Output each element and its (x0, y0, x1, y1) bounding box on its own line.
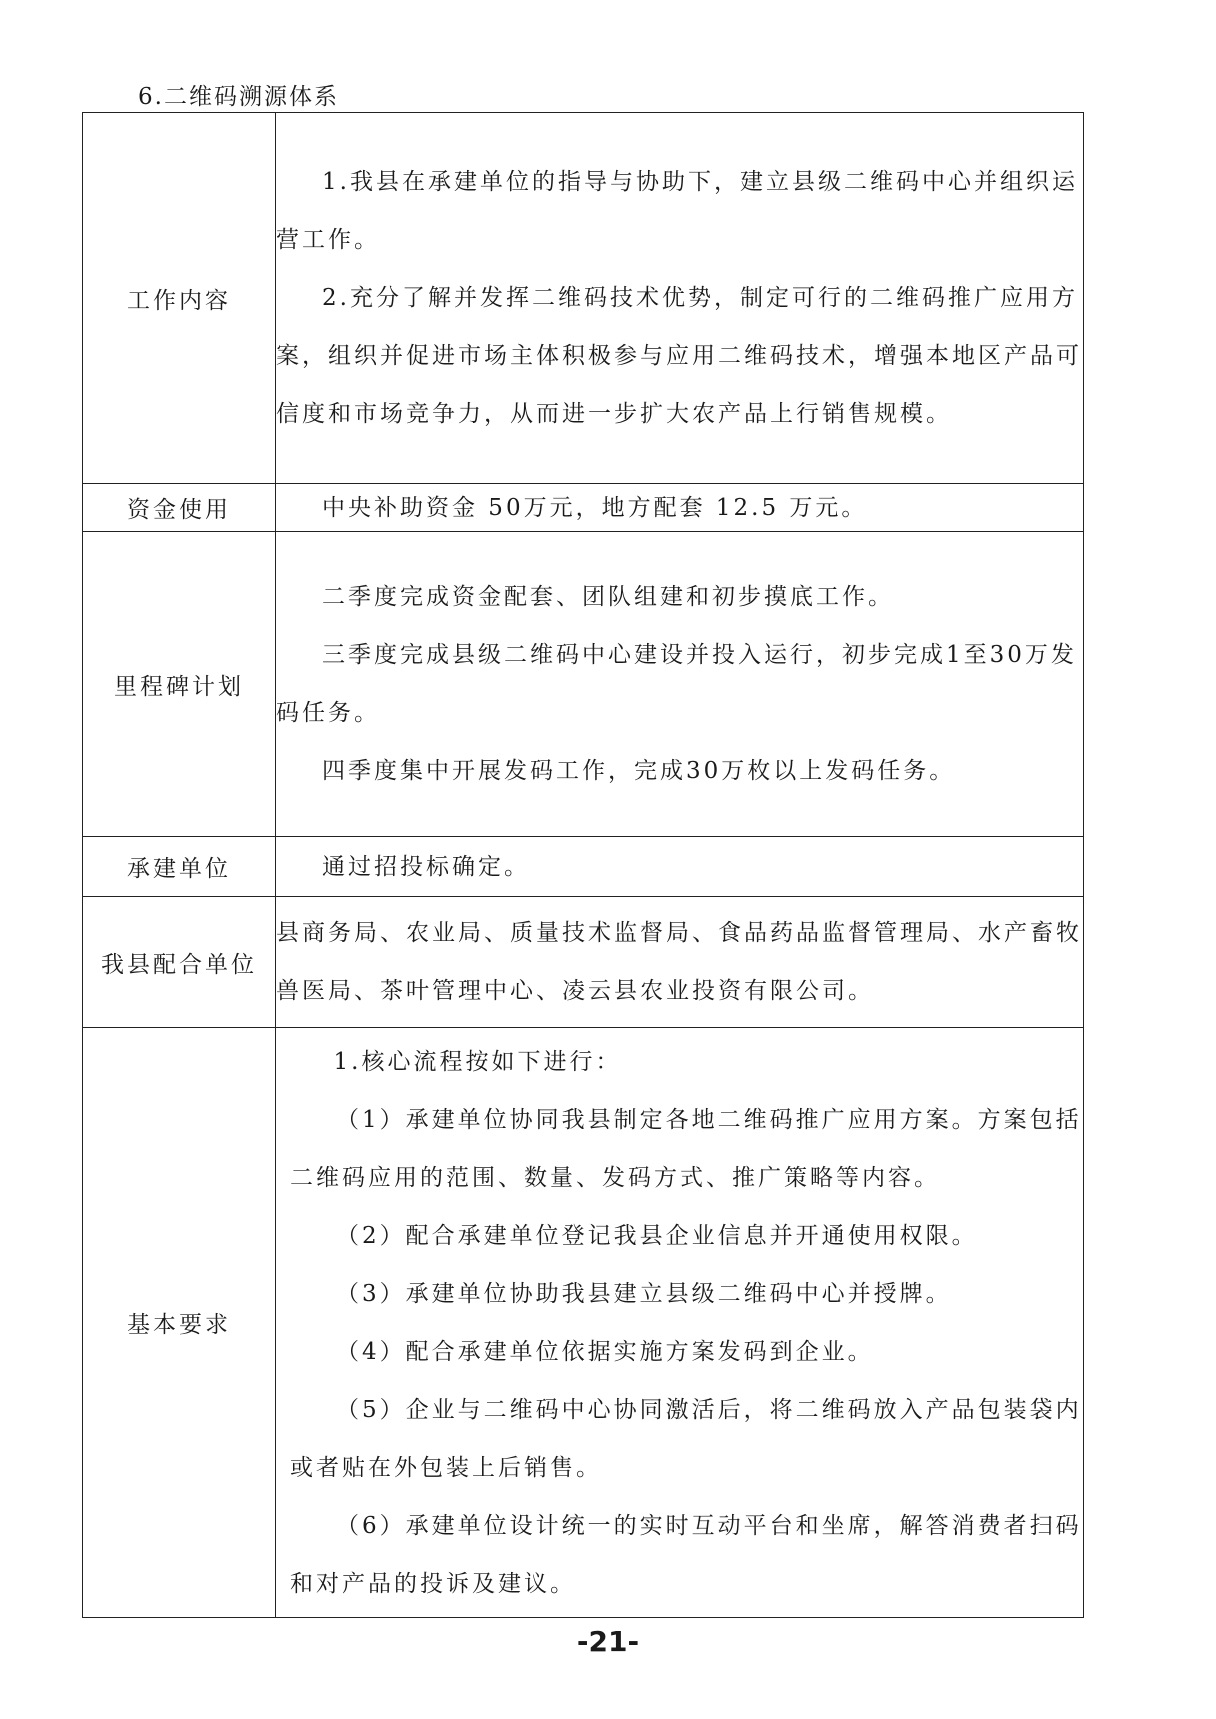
row-label-milestones: 里程碑计划 (83, 532, 276, 837)
row-label-work-content: 工作内容 (83, 113, 276, 484)
paragraph: 2.充分了解并发挥二维码技术优势，制定可行的二维码推广应用方案，组织并促进市场主体积极参与应用二维码技术，增强本地区产品可信度和市场竞争力，从而进一步扩大农产品上行销售规模。 (276, 285, 1082, 427)
table-row (83, 837, 1084, 897)
paragraph: （4）配合承建单位依据实施方案发码到企业。 (336, 1338, 874, 1365)
page-number: -21- (576, 1625, 640, 1658)
paragraph: 1.核心流程按如下进行： (333, 1048, 622, 1075)
paragraph: 三季度完成县级二维码中心建设并投入运行，初步完成1至30万发码任务。 (276, 642, 1077, 726)
info-table (82, 112, 1084, 1618)
paragraph: （1）承建单位协同我县制定各地二维码推广应用方案。方案包括二维码应用的范围、数量、发码方式、推广策略等内容。 (290, 1106, 1082, 1191)
paragraph: 县商务局、农业局、质量技术监督局、食品药品监督管理局、水产畜牧兽医局、茶叶管理中心、凌云县农业投资有限公司。 (276, 920, 1082, 1004)
row-content-contractor (276, 837, 1084, 897)
table-row (83, 1028, 1084, 1618)
row-content-requirements (276, 1028, 1084, 1618)
table-row (83, 484, 1084, 532)
row-content-work-content (276, 113, 1084, 484)
paragraph: 四季度集中开展发码工作，完成30万枚以上发码任务。 (322, 758, 956, 784)
paragraph: 通过招投标确定。 (322, 853, 530, 880)
paragraph: （6）承建单位设计统一的实时互动平台和坐席，解答消费者扫码和对产品的投诉及建议。 (290, 1512, 1082, 1597)
paragraph: 二季度完成资金配套、团队组建和初步摸底工作。 (322, 584, 894, 610)
row-content-partners (276, 897, 1084, 1028)
paragraph: （2）配合承建单位登记我县企业信息并开通使用权限。 (336, 1222, 978, 1249)
row-content-funding (276, 484, 1084, 532)
row-label-funding: 资金使用 (83, 484, 276, 532)
paragraph: （5）企业与二维码中心协同激活后，将二维码放入产品包装袋内或者贴在外包装上后销售。 (290, 1396, 1082, 1481)
row-label-requirements: 基本要求 (83, 1028, 276, 1618)
table-row (83, 532, 1084, 837)
table-row (83, 113, 1084, 484)
paragraph: 1.我县在承建单位的指导与协助下，建立县级二维码中心并组织运营工作。 (276, 169, 1078, 253)
table-row (83, 897, 1084, 1028)
paragraph: 中央补助资金 50万元，地方配套 12.5 万元。 (322, 494, 868, 521)
row-label-contractor: 承建单位 (83, 837, 276, 897)
paragraph: （3）承建单位协助我县建立县级二维码中心并授牌。 (336, 1280, 952, 1307)
row-content-milestones (276, 532, 1084, 837)
row-label-partners: 我县配合单位 (83, 897, 276, 1028)
section-heading: 6.二维码溯源体系 (138, 84, 339, 110)
